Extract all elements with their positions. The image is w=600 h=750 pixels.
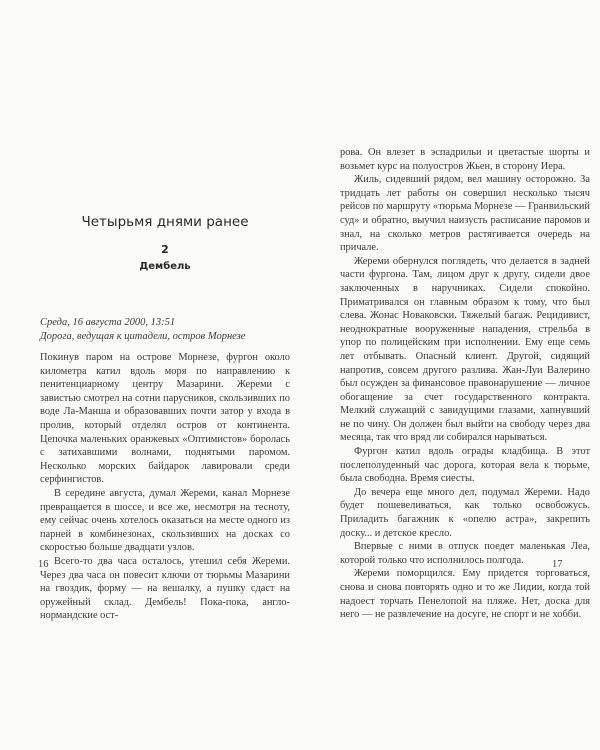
paragraph: Жереми поморщился. Ему придется торговаться, снова и снова повторять одно и то же Лидии, когда той надоест торчать Пенелопой на пляже. Нет, доска для него — не развлечение на досуге, не спорт и не хобби. (340, 568, 590, 621)
paragraph: Всего-то два часа осталось, утешил себя Жереми. Через два часа он повесит ключи от тюрьмы Мазарини на гвоздик, форму — на вешалку, а пушку сдаст на оружейный склад. Дембель! Пока-пока, англо-нормандские ост- (40, 555, 290, 622)
paragraph: Впервые с ними в отпуск поедет маленькая Леа, которой только что исполнилось полгода. (340, 541, 590, 566)
paragraph: Жиль, сидевший рядом, вел машину осторожно. За тридцать лет работы он совершил несколько тысяч рейсов по маршруту «тюрьма Морнезе — Гранвильский суд» и обратно, выучил наизусть расписание паромов и знал, на сколько метров растягивается очередь на причале. (340, 174, 590, 254)
left-body-text (40, 351, 290, 623)
chapter-dateline (40, 316, 292, 343)
date-line: Среда, 16 августа 2000, 13:51 (40, 317, 176, 328)
paragraph: До вечера еще много дел, подумал Жереми. Надо будет пошевеливаться, как только освобожусь. Приладить багажник к «опелю астра», закрепить доску... и детское кресло. (340, 486, 590, 539)
chapter-number: 2 (161, 243, 169, 256)
right-page (300, 0, 600, 750)
paragraph: В середине августа, думал Жереми, канал Морнезе превращается в шоссе, и все же, несмотря на тесноту, ему сейчас очень хотелось оказаться на месте одного из парней в комбинезонах, скользивших на досках со скоростью больше двадцати узлов. (40, 487, 290, 554)
paragraph: Жереми обернулся поглядеть, что делается в задней части фургона. Там, лицом друг к другу, сидели двое заключенных в наручниках. Сидели спокойно. Приматривался он главным образом к тому, что был слева. Жонас Новаковски. Тяжелый багаж. Рецидивист, неоднократные вооруженные нападения, стрельба в упор по полицейским при исполнении. Ему еще семь лет отбывать. Опасный клиент. Другой, сидящий напротив, совсем другого разлива. Жан-Луи Валерино был осужден за финансовое правонарушение — личное обогащение за счет государственного контракта. Мелкий служащий с завидущими глазами, хапнувший не по чину. Он должен был выйти на свободу через два месяца, так что вряд ли собирался нарываться. (340, 255, 590, 444)
paragraph: Покинув паром на острове Морнезе, фургон около километра катил вдоль моря по направлению к пенитенциарному центру Мазарини. Жереми с завистью смотрел на сотни парусников, скользивших по воде Ла-Манша и образовавших почти затор у входа в пролив, который отделял остров от континента. Цепочка маленьких оранжевых «Оптимистов» боролась с затихавшими волнами, поднятыми паромом. Несколько морских байдарок лавировали среди серфингистов. (40, 352, 290, 486)
chapter-name: Дембель (139, 261, 191, 272)
page-number: 17 (552, 559, 563, 570)
chapter-title: Четырьмя днями ранее (81, 214, 249, 230)
right-body-text (340, 146, 590, 622)
paragraph: Фургон катил вдоль ограды кладбища. В этот послеполуденный час дорога, которая вела к тюрьме, была свободна. Время сиесты. (340, 446, 590, 485)
place-line: Дорога, ведущая к цитадели, остров Морнезе (40, 330, 246, 342)
page-number: 16 (38, 559, 49, 570)
paragraph: рова. Он влезет в эспадрильи и цветастые шорты и возьмет курс на полуостров Жьен, в сторону Иера. (340, 147, 590, 172)
